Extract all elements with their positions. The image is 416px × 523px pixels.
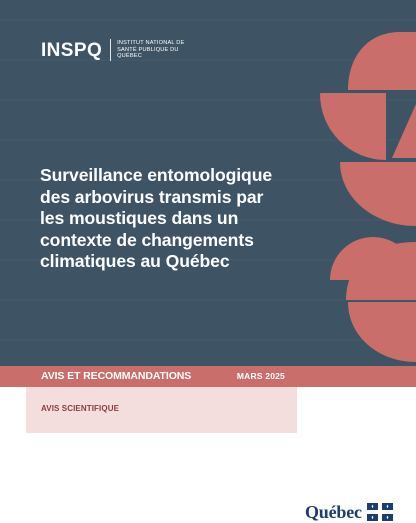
logo-wordmark: INSPQ [41, 39, 103, 61]
category-label: AVIS ET RECOMMANDATIONS [41, 370, 192, 383]
title-line: les moustiques dans un [40, 208, 239, 229]
coral-dome-middle [340, 162, 416, 226]
title-line: climatiques au Québec [40, 251, 230, 272]
title-line: Surveillance entomologique [40, 165, 273, 185]
category-band [0, 366, 416, 387]
coral-dome-top [348, 32, 416, 90]
quebec-wordmark: Québec [305, 502, 362, 522]
quebec-government-logo [305, 503, 393, 521]
title-line: des arbovirus transmis par [40, 186, 264, 207]
coral-triangle [392, 104, 416, 158]
document-type-box [26, 387, 297, 433]
document-title [40, 165, 310, 273]
title-line: contexte de changements [40, 229, 254, 250]
document-type-label: AVIS SCIENTIFIQUE [41, 404, 120, 413]
fleurdelise-flag-icon [367, 503, 393, 521]
coral-quarter-circle [320, 93, 386, 160]
publication-date: MARS 2025 [236, 371, 285, 382]
coral-half-disc-bottom [348, 302, 416, 362]
logo-subtitle: INSTITUT NATIONAL DE SANTÉ PUBLIQUE DU QUÉBEC [117, 40, 185, 60]
